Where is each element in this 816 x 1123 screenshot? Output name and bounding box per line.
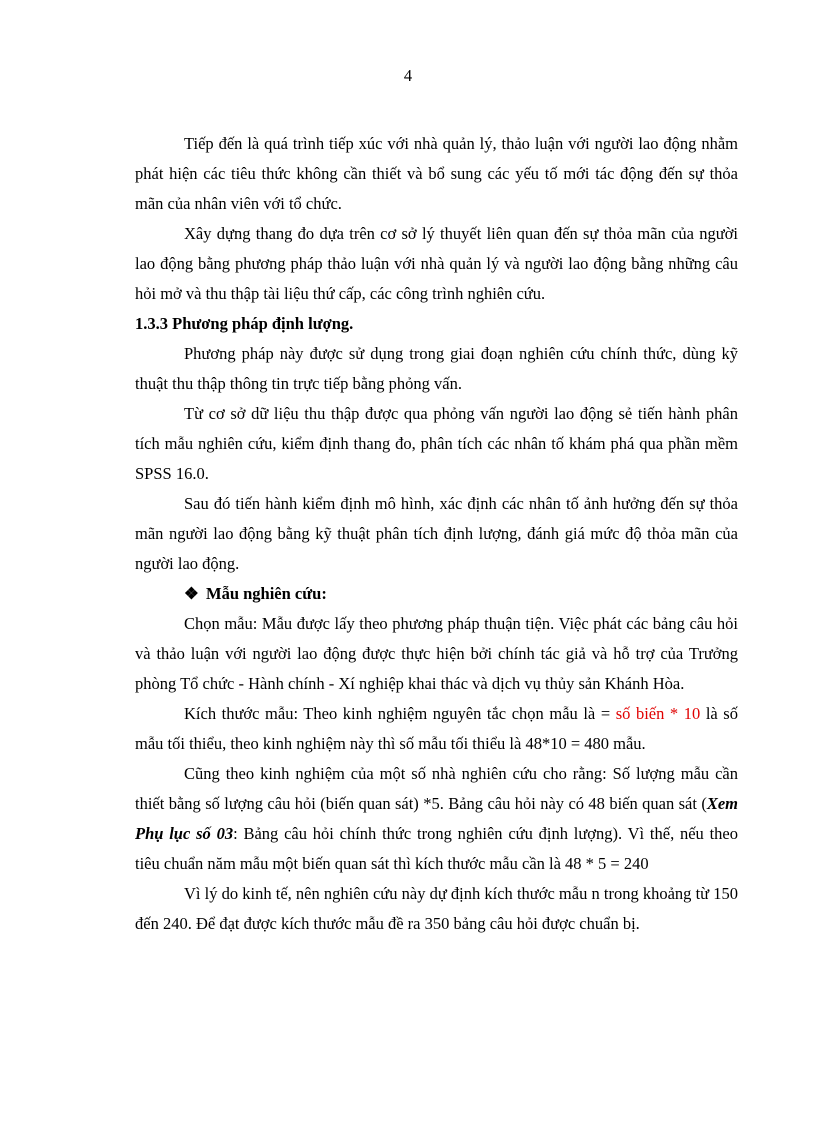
paragraph-sample-size — [135, 699, 738, 759]
paragraph-sample-rule — [135, 759, 738, 879]
page-number: 4 — [403, 66, 413, 85]
diamond-bullet-icon: ❖ — [184, 584, 199, 603]
sample-size-formula: số biến * 10 — [615, 704, 701, 723]
appendix-reference: Xem Phụ lục số 03 — [135, 794, 738, 843]
page-body — [135, 129, 738, 939]
sample-size-text-a: Kích thước mẫu: Theo kinh nghiệm nguyên tắc chọn mẫu là = — [184, 704, 616, 723]
subheading-sample-text: Mẫu nghiên cứu: — [206, 584, 327, 603]
section-heading-quantitative-method: 1.3.3 Phương pháp định lượng. — [135, 314, 354, 333]
paragraph-method-usage: Phương pháp này được sử dụng trong giai đoạn nghiên cứu chính thức, dùng kỹ thuật thu thập thông tin trực tiếp bằng phỏng vấn. — [135, 344, 738, 393]
paragraph-contact-managers: Tiếp đến là quá trình tiếp xúc với nhà quản lý, thảo luận với người lao động nhằm phát hiện các tiêu thức không cần thiết và bổ sung các yếu tố mới tác động đến sự thỏa mãn của nhân viên với tổ chức. — [135, 134, 738, 213]
paragraph-sampling: Chọn mẫu: Mẫu được lấy theo phương pháp thuận tiện. Việc phát các bảng câu hỏi và thảo luận với người lao động được thực hiện bởi chính tác giả và hỗ trợ của Trưởng phòng Tổ chức - Hành chính - Xí nghiệp khai thác và dịch vụ thủy sản Khánh Hòa. — [135, 614, 738, 693]
subheading-sample — [135, 579, 738, 609]
sample-rule-text-b: : Bảng câu hỏi chính thức trong nghiên cứu định lượng). Vì thế, nếu theo tiêu chuẩn năm mẫu một biến quan sát thì kích thước mẫu cần là 48 * 5 = 240 — [135, 824, 739, 873]
sample-rule-text-a: Cũng theo kinh nghiệm của một số nhà nghiên cứu cho rằng: Số lượng mẫu cần thiết bằng số lượng câu hỏi (biến quan sát) *5. Bảng câu hỏi này có 48 biến quan sát ( — [135, 764, 738, 813]
sample-size-text-b: là số mẫu tối thiểu, theo kinh nghiệm này thì số mẫu tối thiểu là 48*10 = 480 mẫu. — [135, 704, 738, 753]
paragraph-data-analysis: Từ cơ sở dữ liệu thu thập được qua phỏng vấn người lao động sẻ tiến hành phân tích mẫu nghiên cứu, kiểm định thang đo, phân tích các nhân tố khám phá qua phần mềm SPSS 16.0. — [135, 404, 738, 483]
paragraph-economic-reason: Vì lý do kinh tế, nên nghiên cứu này dự định kích thước mẫu n trong khoảng từ 150 đến 240. Để đạt được kích thước mẫu đề ra 350 bảng câu hỏi được chuẩn bị. — [135, 884, 738, 933]
paragraph-model-testing: Sau đó tiến hành kiểm định mô hình, xác định các nhân tố ảnh hưởng đến sự thỏa mãn người lao động bằng kỹ thuật phân tích định lượng, đánh giá mức độ thỏa mãn của người lao động. — [135, 494, 738, 573]
paragraph-scale-building: Xây dựng thang đo dựa trên cơ sở lý thuyết liên quan đến sự thỏa mãn của người lao động bằng phương pháp thảo luận với nhà quản lý và người lao động bằng những câu hỏi mở và thu thập tài liệu thứ cấp, các công trình nghiên cứu. — [135, 224, 738, 303]
